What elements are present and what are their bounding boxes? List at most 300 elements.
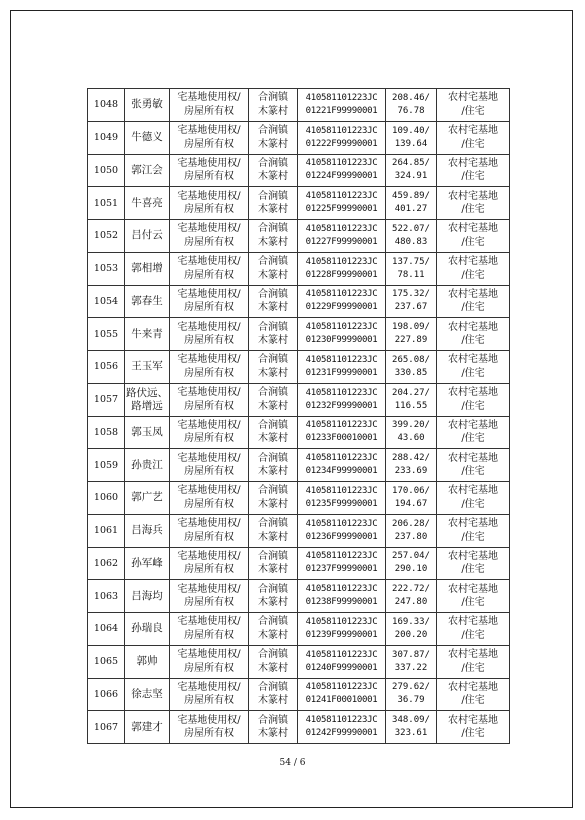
owner-name-cell [125, 416, 170, 449]
parcel-code-line: 410581101223JC [305, 125, 378, 136]
parcel-code-line: 410581101223JC [305, 649, 378, 660]
land-use-line: /住宅 [461, 302, 485, 314]
parcel-code-line: 01229F99990001 [305, 302, 378, 313]
land-use-cell [437, 678, 510, 711]
record-number-cell: 1059 [88, 449, 125, 482]
right-type-line: 房屋所有权 [184, 629, 234, 641]
owner-name-cell [125, 318, 170, 351]
area-line: 76.78 [397, 105, 425, 116]
land-use-line: 农村宅基地 [448, 157, 498, 169]
parcel-code-cell [298, 416, 386, 449]
location-cell [249, 154, 298, 187]
area-line: 247.80 [394, 597, 428, 608]
location-cell [249, 351, 298, 384]
table-row [88, 580, 510, 613]
location-line: 木篆村 [258, 531, 288, 543]
record-number-cell: 1049 [88, 121, 125, 154]
right-type-line: 宅基地使用权/ [177, 681, 241, 693]
parcel-code-line: 01236F99990001 [305, 531, 378, 542]
right-type-line: 房屋所有权 [184, 531, 234, 543]
location-line: 合涧镇 [258, 714, 288, 726]
right-type-cell [170, 154, 249, 187]
table-row [88, 613, 510, 646]
right-type-line: 房屋所有权 [184, 138, 234, 150]
parcel-code-cell [298, 482, 386, 515]
table-row [88, 187, 510, 220]
area-cell [386, 154, 437, 187]
area-cell [386, 449, 437, 482]
location-line: 合涧镇 [258, 419, 288, 431]
area-line: 288.42/ [392, 453, 430, 464]
area-line: 194.67 [394, 498, 428, 509]
area-line: 137.75/ [392, 256, 430, 267]
parcel-code-line: 01224F99990001 [305, 171, 378, 182]
record-number-cell: 1057 [88, 383, 125, 416]
right-type-line: 房屋所有权 [184, 367, 234, 379]
owner-name-line: 吕海均 [131, 589, 163, 602]
area-line: 348.09/ [392, 715, 430, 726]
location-line: 木篆村 [258, 171, 288, 183]
location-cell [249, 89, 298, 122]
location-cell [249, 220, 298, 253]
right-type-line: 宅基地使用权/ [177, 616, 241, 628]
owner-name-line: 吕付云 [131, 229, 163, 242]
land-use-line: 农村宅基地 [448, 518, 498, 530]
land-use-line: /住宅 [461, 498, 485, 510]
right-type-line: 宅基地使用权/ [177, 518, 241, 530]
location-cell [249, 252, 298, 285]
location-cell [249, 121, 298, 154]
area-line: 175.32/ [392, 289, 430, 300]
location-cell [249, 416, 298, 449]
parcel-code-line: 410581101223JC [305, 92, 378, 103]
land-use-cell [437, 220, 510, 253]
parcel-code-cell [298, 318, 386, 351]
record-number-cell: 1064 [88, 613, 125, 646]
land-use-line: 农村宅基地 [448, 125, 498, 137]
land-use-line: 农村宅基地 [448, 223, 498, 235]
parcel-code-line: 01233F00010001 [305, 433, 378, 444]
parcel-code-line: 410581101223JC [305, 387, 378, 398]
record-number-cell: 1060 [88, 482, 125, 515]
land-use-line: 农村宅基地 [448, 288, 498, 300]
parcel-code-line: 410581101223JC [305, 420, 378, 431]
location-cell [249, 449, 298, 482]
owner-name-cell [125, 351, 170, 384]
land-use-cell [437, 154, 510, 187]
area-line: 169.33/ [392, 616, 430, 627]
location-cell [249, 580, 298, 613]
parcel-code-line: 410581101223JC [305, 715, 378, 726]
location-line: 合涧镇 [258, 452, 288, 464]
right-type-line: 宅基地使用权/ [177, 288, 241, 300]
owner-name-cell [125, 482, 170, 515]
location-line: 木篆村 [258, 367, 288, 379]
area-line: 290.10 [394, 564, 428, 575]
area-line: 264.85/ [392, 158, 430, 169]
area-line: 522.07/ [392, 223, 430, 234]
right-type-line: 宅基地使用权/ [177, 550, 241, 562]
location-line: 木篆村 [258, 728, 288, 740]
area-cell [386, 220, 437, 253]
location-line: 木篆村 [258, 302, 288, 314]
right-type-line: 房屋所有权 [184, 695, 234, 707]
right-type-line: 房屋所有权 [184, 302, 234, 314]
owner-name-cell [125, 645, 170, 678]
records-table-body [88, 89, 510, 744]
parcel-code-line: 410581101223JC [305, 223, 378, 234]
table-row [88, 252, 510, 285]
right-type-cell [170, 711, 249, 744]
parcel-code-cell [298, 449, 386, 482]
record-number-cell: 1055 [88, 318, 125, 351]
land-use-line: /住宅 [461, 269, 485, 281]
land-use-line: 农村宅基地 [448, 485, 498, 497]
area-line: 330.85 [394, 367, 428, 378]
area-line: 170.06/ [392, 485, 430, 496]
table-row [88, 89, 510, 122]
land-use-line: /住宅 [461, 597, 485, 609]
location-line: 木篆村 [258, 695, 288, 707]
owner-name-line: 牛喜亮 [131, 196, 163, 209]
parcel-code-line: 01239F99990001 [305, 629, 378, 640]
table-row [88, 514, 510, 547]
right-type-line: 宅基地使用权/ [177, 92, 241, 104]
owner-name-line: 张勇敏 [131, 98, 163, 111]
owner-name-cell [125, 449, 170, 482]
owner-name-line: 路伏远、 [126, 386, 168, 399]
right-type-line: 宅基地使用权/ [177, 649, 241, 661]
location-cell [249, 383, 298, 416]
land-use-line: /住宅 [461, 400, 485, 412]
parcel-code-line: 410581101223JC [305, 518, 378, 529]
right-type-line: 房屋所有权 [184, 728, 234, 740]
area-line: 116.55 [394, 400, 428, 411]
right-type-cell [170, 580, 249, 613]
table-row [88, 416, 510, 449]
location-cell [249, 613, 298, 646]
owner-name-line: 吕海兵 [131, 524, 163, 537]
parcel-code-line: 01232F99990001 [305, 400, 378, 411]
area-cell [386, 514, 437, 547]
right-type-cell [170, 449, 249, 482]
right-type-cell [170, 351, 249, 384]
parcel-code-line: 410581101223JC [305, 289, 378, 300]
land-use-cell [437, 580, 510, 613]
owner-name-cell [125, 678, 170, 711]
parcel-code-line: 410581101223JC [305, 453, 378, 464]
location-line: 合涧镇 [258, 256, 288, 268]
location-line: 合涧镇 [258, 321, 288, 333]
area-line: 206.28/ [392, 518, 430, 529]
land-use-line: 农村宅基地 [448, 92, 498, 104]
location-line: 合涧镇 [258, 616, 288, 628]
location-line: 合涧镇 [258, 583, 288, 595]
right-type-cell [170, 318, 249, 351]
location-cell [249, 318, 298, 351]
right-type-line: 宅基地使用权/ [177, 125, 241, 137]
record-number-cell: 1061 [88, 514, 125, 547]
area-line: 307.87/ [392, 649, 430, 660]
right-type-cell [170, 252, 249, 285]
land-use-cell [437, 318, 510, 351]
location-line: 合涧镇 [258, 92, 288, 104]
parcel-code-line: 01222F99990001 [305, 138, 378, 149]
area-line: 480.83 [394, 236, 428, 247]
parcel-code-cell [298, 711, 386, 744]
land-use-line: /住宅 [461, 728, 485, 740]
record-number-cell: 1062 [88, 547, 125, 580]
area-line: 36.79 [397, 695, 425, 706]
parcel-code-line: 410581101223JC [305, 354, 378, 365]
owner-name-cell [125, 613, 170, 646]
owner-name-line: 徐志坚 [131, 687, 163, 700]
land-use-line: 农村宅基地 [448, 714, 498, 726]
area-line: 399.20/ [392, 420, 430, 431]
table-row [88, 711, 510, 744]
location-line: 合涧镇 [258, 288, 288, 300]
parcel-code-cell [298, 383, 386, 416]
land-use-line: 农村宅基地 [448, 354, 498, 366]
owner-name-line: 郭玉凤 [131, 425, 163, 438]
location-line: 合涧镇 [258, 649, 288, 661]
parcel-code-cell [298, 351, 386, 384]
location-line: 合涧镇 [258, 518, 288, 530]
owner-name-cell [125, 547, 170, 580]
area-line: 265.08/ [392, 354, 430, 365]
location-line: 木篆村 [258, 105, 288, 117]
right-type-line: 房屋所有权 [184, 433, 234, 445]
land-use-line: /住宅 [461, 236, 485, 248]
parcel-code-cell [298, 678, 386, 711]
parcel-code-line: 01228F99990001 [305, 269, 378, 280]
right-type-cell [170, 187, 249, 220]
right-type-cell [170, 121, 249, 154]
right-type-line: 宅基地使用权/ [177, 419, 241, 431]
location-line: 合涧镇 [258, 190, 288, 202]
location-line: 合涧镇 [258, 157, 288, 169]
parcel-code-cell [298, 645, 386, 678]
owner-name-cell [125, 711, 170, 744]
right-type-line: 房屋所有权 [184, 335, 234, 347]
land-use-line: 农村宅基地 [448, 190, 498, 202]
owner-name-cell [125, 514, 170, 547]
land-use-line: /住宅 [461, 466, 485, 478]
right-type-cell [170, 89, 249, 122]
right-type-line: 房屋所有权 [184, 204, 234, 216]
table-row [88, 121, 510, 154]
table-row [88, 482, 510, 515]
parcel-code-cell [298, 89, 386, 122]
area-line: 222.72/ [392, 584, 430, 595]
owner-name-line: 路增远 [131, 399, 163, 412]
right-type-line: 房屋所有权 [184, 236, 234, 248]
area-line: 204.27/ [392, 387, 430, 398]
land-use-cell [437, 252, 510, 285]
land-use-line: 农村宅基地 [448, 419, 498, 431]
area-cell [386, 285, 437, 318]
area-line: 459.89/ [392, 191, 430, 202]
land-use-cell [437, 449, 510, 482]
parcel-code-line: 01238F99990001 [305, 597, 378, 608]
land-use-line: /住宅 [461, 564, 485, 576]
owner-name-cell [125, 285, 170, 318]
owner-name-cell [125, 252, 170, 285]
table-row [88, 645, 510, 678]
right-type-line: 房屋所有权 [184, 105, 234, 117]
land-use-line: 农村宅基地 [448, 321, 498, 333]
right-type-line: 房屋所有权 [184, 466, 234, 478]
right-type-line: 宅基地使用权/ [177, 583, 241, 595]
location-line: 木篆村 [258, 400, 288, 412]
area-line: 237.80 [394, 531, 428, 542]
area-cell [386, 252, 437, 285]
land-use-cell [437, 482, 510, 515]
location-cell [249, 547, 298, 580]
land-use-line: 农村宅基地 [448, 452, 498, 464]
land-use-cell [437, 351, 510, 384]
parcel-code-line: 410581101223JC [305, 682, 378, 693]
right-type-cell [170, 613, 249, 646]
owner-name-cell [125, 154, 170, 187]
owner-name-line: 郭建才 [131, 720, 163, 733]
land-use-cell [437, 613, 510, 646]
location-line: 木篆村 [258, 236, 288, 248]
table-row [88, 383, 510, 416]
table-row [88, 449, 510, 482]
right-type-line: 宅基地使用权/ [177, 354, 241, 366]
location-cell [249, 187, 298, 220]
owner-name-cell [125, 187, 170, 220]
right-type-line: 宅基地使用权/ [177, 190, 241, 202]
table-row [88, 154, 510, 187]
table-row [88, 220, 510, 253]
area-line: 237.67 [394, 302, 428, 313]
record-number-cell: 1067 [88, 711, 125, 744]
land-use-cell [437, 711, 510, 744]
right-type-line: 宅基地使用权/ [177, 321, 241, 333]
right-type-line: 宅基地使用权/ [177, 485, 241, 497]
parcel-code-line: 01237F99990001 [305, 564, 378, 575]
area-line: 324.91 [394, 171, 428, 182]
area-cell [386, 678, 437, 711]
location-line: 木篆村 [258, 138, 288, 150]
record-number-cell: 1050 [88, 154, 125, 187]
right-type-line: 房屋所有权 [184, 597, 234, 609]
area-line: 279.62/ [392, 682, 430, 693]
parcel-code-cell [298, 187, 386, 220]
record-number-cell: 1048 [88, 89, 125, 122]
record-number-cell: 1054 [88, 285, 125, 318]
parcel-code-line: 01234F99990001 [305, 466, 378, 477]
location-cell [249, 678, 298, 711]
land-use-line: /住宅 [461, 138, 485, 150]
area-line: 337.22 [394, 662, 428, 673]
records-table [87, 88, 510, 744]
table-row [88, 351, 510, 384]
owner-name-line: 孙贵江 [131, 458, 163, 471]
area-cell [386, 351, 437, 384]
location-line: 木篆村 [258, 335, 288, 347]
parcel-code-line: 01235F99990001 [305, 498, 378, 509]
right-type-line: 宅基地使用权/ [177, 256, 241, 268]
land-use-cell [437, 547, 510, 580]
owner-name-line: 郭春生 [131, 294, 163, 307]
record-number-cell: 1058 [88, 416, 125, 449]
location-line: 木篆村 [258, 204, 288, 216]
location-line: 木篆村 [258, 629, 288, 641]
owner-name-cell [125, 89, 170, 122]
location-cell [249, 645, 298, 678]
location-cell [249, 514, 298, 547]
area-cell [386, 613, 437, 646]
land-use-cell [437, 89, 510, 122]
area-cell [386, 121, 437, 154]
land-use-line: 农村宅基地 [448, 550, 498, 562]
parcel-code-line: 01241F00010001 [305, 695, 378, 706]
parcel-code-line: 410581101223JC [305, 584, 378, 595]
right-type-cell [170, 285, 249, 318]
owner-name-line: 郭江会 [131, 163, 163, 176]
area-line: 227.89 [394, 335, 428, 346]
parcel-code-cell [298, 121, 386, 154]
record-number-cell: 1052 [88, 220, 125, 253]
location-line: 木篆村 [258, 564, 288, 576]
owner-name-line: 牛来青 [131, 327, 163, 340]
record-number-cell: 1056 [88, 351, 125, 384]
area-cell [386, 580, 437, 613]
parcel-code-line: 01225F99990001 [305, 204, 378, 215]
parcel-code-cell [298, 220, 386, 253]
parcel-code-line: 410581101223JC [305, 551, 378, 562]
land-use-cell [437, 514, 510, 547]
area-cell [386, 187, 437, 220]
parcel-code-cell [298, 580, 386, 613]
right-type-line: 房屋所有权 [184, 269, 234, 281]
page-number: 54 / 6 [279, 758, 306, 768]
land-use-line: /住宅 [461, 695, 485, 707]
location-line: 合涧镇 [258, 387, 288, 399]
location-line: 合涧镇 [258, 125, 288, 137]
location-line: 合涧镇 [258, 550, 288, 562]
area-line: 78.11 [397, 269, 425, 280]
right-type-cell [170, 547, 249, 580]
area-cell [386, 89, 437, 122]
parcel-code-line: 01227F99990001 [305, 236, 378, 247]
right-type-line: 宅基地使用权/ [177, 387, 241, 399]
owner-name-line: 孙军峰 [131, 556, 163, 569]
parcel-code-line: 01242F99990001 [305, 728, 378, 739]
record-number-cell: 1053 [88, 252, 125, 285]
parcel-code-cell [298, 613, 386, 646]
land-use-line: 农村宅基地 [448, 681, 498, 693]
parcel-code-line: 410581101223JC [305, 256, 378, 267]
area-line: 200.20 [394, 629, 428, 640]
owner-name-line: 郭广艺 [131, 491, 163, 504]
area-cell [386, 318, 437, 351]
area-line: 208.46/ [392, 92, 430, 103]
land-use-cell [437, 285, 510, 318]
area-line: 257.04/ [392, 551, 430, 562]
record-number-cell: 1066 [88, 678, 125, 711]
right-type-cell [170, 678, 249, 711]
right-type-line: 房屋所有权 [184, 171, 234, 183]
location-line: 木篆村 [258, 433, 288, 445]
area-line: 109.40/ [392, 125, 430, 136]
right-type-line: 房屋所有权 [184, 564, 234, 576]
owner-name-cell [125, 383, 170, 416]
record-number-cell: 1051 [88, 187, 125, 220]
